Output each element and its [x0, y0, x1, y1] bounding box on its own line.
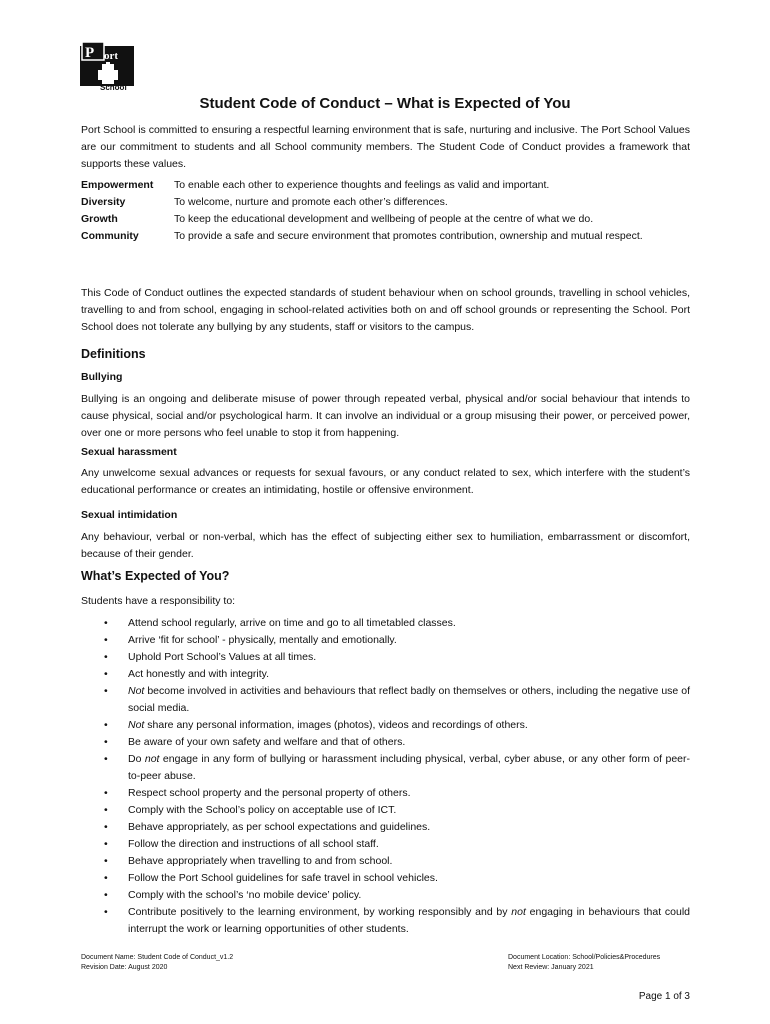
bullying-definition	[81, 369, 690, 386]
value-description: To provide a safe and secure environment that promotes contribution, ownership and mutual respect.	[174, 230, 643, 242]
footer-right	[508, 953, 660, 973]
bullying-title: Bullying	[81, 371, 123, 383]
intro-paragraph: Port School is committed to ensuring a respectful learning environment that is safe, nurturing and inclusive. The Port School Values are our commitment to students and all School community members. The Student Code of Conduct provides a framework that supports these values.	[81, 124, 690, 170]
expected-heading: What’s Expected of You?	[81, 569, 230, 583]
list-item: • Respect school property and the personal property of others.	[81, 785, 690, 802]
page-number: Page 1 of 3	[638, 991, 690, 1002]
value-term: Diversity	[81, 196, 126, 208]
harassment-text: Any unwelcome sexual advances or requests for sexual favours, or any conduct related to sex, which interfere with the student’s educational performance or creates an intimidating, hostile or offensive environment.	[81, 467, 690, 496]
logo-p-glyph: P	[85, 45, 95, 61]
list-item: • Follow the Port School guidelines for safe travel in school vehicles.	[81, 870, 690, 887]
next-review: Next Review: January 2021	[508, 964, 594, 971]
logo-subtitle: School	[100, 83, 127, 92]
bullet-icon: •	[104, 617, 108, 629]
list-item: • Not share any personal information, images (photos), videos and recordings of others.	[81, 717, 690, 734]
bullet-icon: •	[104, 821, 108, 833]
document-location: Document Location: School/Policies&Procedures	[508, 954, 661, 961]
footer-left	[81, 953, 233, 973]
bullet-icon: •	[104, 889, 108, 901]
bullet-icon: •	[104, 787, 108, 799]
bullet-icon: •	[104, 838, 108, 850]
value-description: To keep the educational development and wellbeing of people at the centre of what we do.	[174, 213, 594, 225]
responsibility-list	[81, 615, 690, 938]
bullet-icon: •	[104, 685, 108, 697]
page-title: Student Code of Conduct – What is Expected of You	[199, 95, 571, 112]
bullying-text: Bullying is an ongoing and deliberate misuse of power through repeated verbal, physical and/or social behaviour that intends to cause physical, social and/or psychological harm. It can involve an individual or a group misusing their power, or perceived power, over one or more persons who feel unable to stop it from happening.	[81, 393, 690, 439]
harassment-definition	[81, 444, 690, 461]
list-item: • Comply with the school’s ‘no mobile device’ policy.	[81, 887, 690, 904]
list-item: • Behave appropriately, as per school expectations and guidelines.	[81, 819, 690, 836]
bullet-icon: •	[104, 804, 108, 816]
value-term: Community	[81, 230, 139, 242]
list-item: • Attend school regularly, arrive on time and go to all timetabled classes.	[81, 615, 690, 632]
bullet-icon: •	[104, 872, 108, 884]
value-description: To welcome, nurture and promote each other’s differences.	[174, 196, 448, 208]
list-item: • Comply with the School’s policy on acceptable use of ICT.	[81, 802, 690, 819]
bullet-icon: •	[104, 906, 108, 918]
bullet-icon: •	[104, 753, 108, 765]
intimidation-title: Sexual intimidation	[81, 509, 178, 521]
value-term: Growth	[81, 213, 118, 225]
value-row	[81, 194, 690, 211]
list-item: • Arrive ‘fit for school’ - physically, mentally and emotionally.	[81, 632, 690, 649]
value-description: To enable each other to experience thoughts and feelings as valid and important.	[174, 179, 550, 191]
list-item: • Not become involved in activities and behaviours that reflect badly on themselves or others, including the negative use of social media.	[104, 685, 690, 714]
definitions-heading: Definitions	[81, 347, 146, 361]
list-item: • Behave appropriately when travelling to and from school.	[81, 853, 690, 870]
revision-date: Revision Date: August 2020	[81, 964, 168, 971]
expected-section	[81, 567, 690, 585]
intimidation-text: Any behaviour, verbal or non-verbal, which has the effect of subjecting either sex to humiliation, embarrassment or discomfort, because of their gender.	[81, 531, 690, 560]
bullet-icon: •	[104, 719, 108, 731]
expected-lead: Students have a responsibility to:	[81, 595, 236, 607]
svg-text:ort: ort	[104, 50, 119, 62]
bullet-icon: •	[104, 651, 108, 663]
list-item: • Do not engage in any form of bullying or harassment including physical, verbal, cyber abuse, or any other form of peer-to-peer abuse.	[104, 753, 691, 782]
list-item: • Follow the direction and instructions of all school staff.	[81, 836, 690, 853]
values-table	[81, 177, 690, 245]
definitions-section	[81, 345, 690, 363]
bullet-icon: •	[104, 634, 108, 646]
value-row	[81, 177, 690, 194]
harassment-title: Sexual harassment	[81, 446, 177, 458]
list-item: • Be aware of your own safety and welfare and that of others.	[81, 734, 690, 751]
value-term: Empowerment	[81, 179, 154, 191]
list-item: • Uphold Port School’s Values at all times.	[81, 649, 690, 666]
bullet-icon: •	[104, 855, 108, 867]
list-item: • Act honestly and with integrity.	[81, 666, 690, 683]
intimidation-definition	[81, 507, 690, 524]
document-name: Document Name: Student Code of Conduct_v1.2	[81, 954, 234, 961]
value-row	[81, 211, 690, 228]
scope-paragraph: This Code of Conduct outlines the expected standards of student behaviour when on school grounds, travelling in school vehicles, travelling to and from school, engaging in school-related activities both on and off school grounds or representing the School. Port School does not tolerate any bullying by any students, staff or visitors to the campus.	[81, 287, 690, 333]
value-row	[81, 228, 690, 245]
list-item: • Contribute positively to the learning environment, by working responsibly and by not engaging in behaviours that could interrupt the work or learning opportunities of other students.	[104, 906, 691, 935]
bullet-icon: •	[104, 736, 108, 748]
bullet-icon: •	[104, 668, 108, 680]
